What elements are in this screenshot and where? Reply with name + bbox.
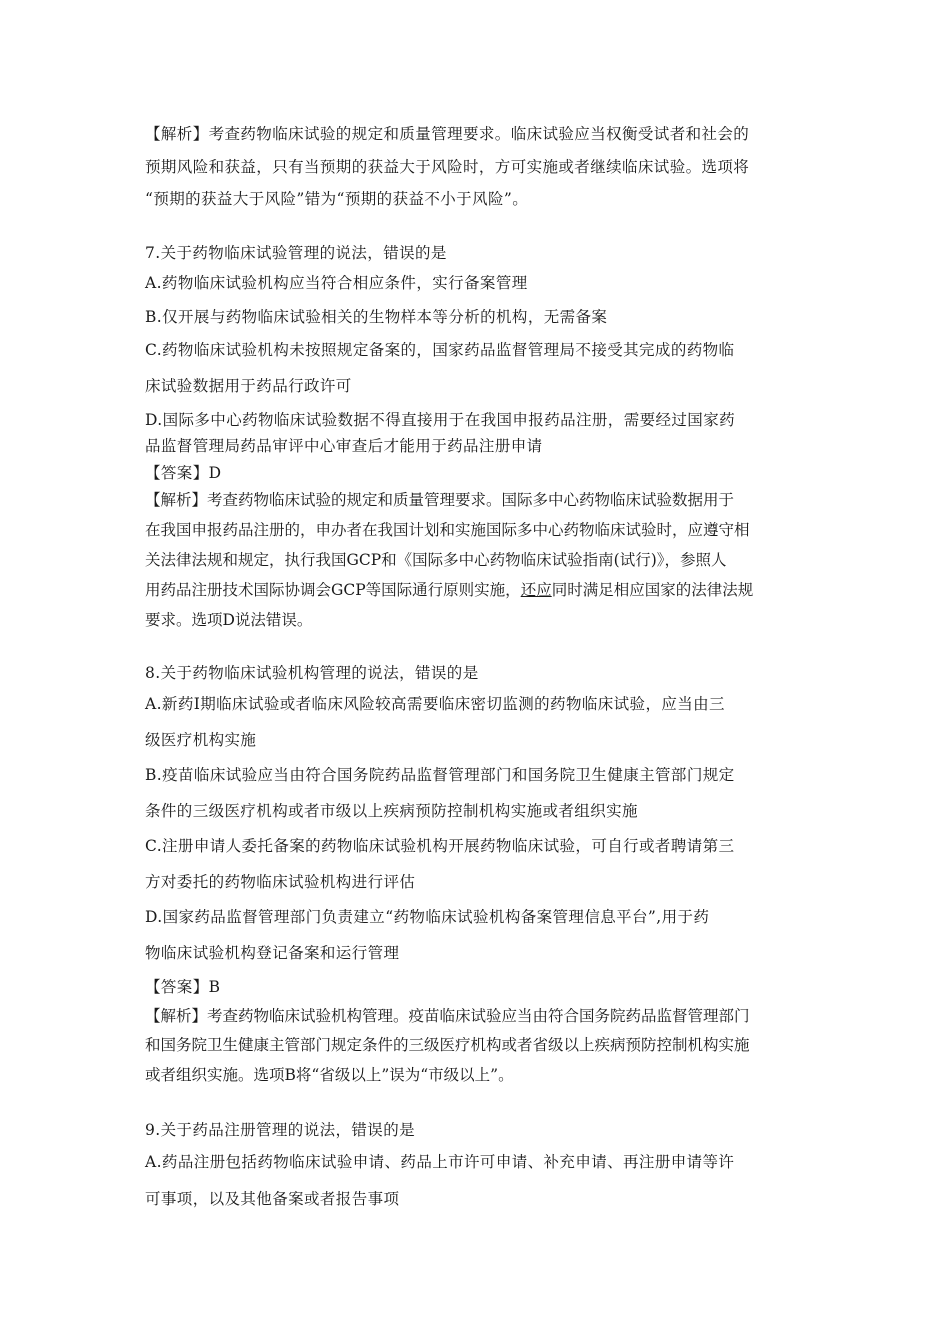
question-8-option-a: A.新药Ⅰ期临床试验或者临床风险较高需要临床密切监测的药物临床试验，应当由三 xyxy=(145,695,725,713)
question-7-explanation: 关法律法规和规定，执行我国GCP和《国际多中心药物临床试验指南(试行)》，参照人 xyxy=(145,551,727,569)
question-8-explanation: 【解析】考查药物临床试验机构管理。疫苗临床试验应当由符合国务院药品监督管理部门 xyxy=(145,1007,750,1025)
question-8-option-d-cont: 物临床试验机构登记备案和运行管理 xyxy=(145,944,400,962)
question-7-option-c: C.药物临床试验机构未按照规定备案的，国家药品监督管理局不接受其完成的药物临 xyxy=(145,341,735,359)
question-8-explanation: 或者组织实施。选项B将“省级以上”误为“市级以上”。 xyxy=(145,1066,514,1084)
question-9-option-a-cont: 可事项，以及其他备案或者报告事项 xyxy=(145,1190,400,1208)
question-7-stem: 7.关于药物临床试验管理的说法，错误的是 xyxy=(145,244,447,262)
question-7-explanation: 要求。选项D说法错误。 xyxy=(145,611,313,629)
question-7-answer: 【答案】D xyxy=(145,464,222,482)
explanation-line: 预期风险和获益，只有当预期的获益大于风险时，方可实施或者继续临床试验。选项将 xyxy=(145,158,750,176)
question-7-explanation: 【解析】考查药物临床试验的规定和质量管理要求。国际多中心药物临床试验数据用于 xyxy=(145,491,735,509)
question-8-option-c-cont: 方对委托的药物临床试验机构进行评估 xyxy=(145,873,416,891)
question-7-option-a: A.药物临床试验机构应当符合相应条件，实行备案管理 xyxy=(145,274,528,292)
question-8-option-d: D.国家药品监督管理部门负责建立“药物临床试验机构备案管理信息平台”,用于药 xyxy=(145,908,710,926)
question-7-explanation: 在我国申报药品注册的，申办者在我国计划和实施国际多中心药物临床试验时，应遵守相 xyxy=(145,521,750,539)
question-9-stem: 9.关于药品注册管理的说法，错误的是 xyxy=(145,1121,415,1139)
question-7-option-c-cont: 床试验数据用于药品行政许可 xyxy=(145,377,352,395)
question-8-option-b-cont: 条件的三级医疗机构或者市级以上疾病预防控制机构实施或者组织实施 xyxy=(145,802,638,820)
underlined-text: 还应 xyxy=(520,581,552,599)
question-8-answer: 【答案】B xyxy=(145,978,221,996)
question-8-option-a-cont: 级医疗机构实施 xyxy=(145,731,257,749)
question-8-explanation: 和国务院卫生健康主管部门规定条件的三级医疗机构或者省级以上疾病预防控制机构实施 xyxy=(145,1036,750,1054)
explanation-line: “预期的获益大于风险”错为“预期的获益不小于风险”。 xyxy=(145,190,529,208)
question-8-option-b: B.疫苗临床试验应当由符合国务院药品监督管理部门和国务院卫生健康主管部门规定 xyxy=(145,766,735,784)
explanation-text: 同时满足相应国家的法律法规 xyxy=(551,581,754,599)
question-8-option-c: C.注册申请人委托备案的药物临床试验机构开展药物临床试验，可自行或者聘请第三 xyxy=(145,837,735,855)
explanation-line: 【解析】考查药物临床试验的规定和质量管理要求。临床试验应当权衡受试者和社会的 xyxy=(145,125,750,143)
explanation-text: 用药品注册技术国际协调会GCP等国际通行原则实施， xyxy=(145,581,521,599)
question-8-stem: 8.关于药物临床试验机构管理的说法，错误的是 xyxy=(145,664,479,682)
question-7-option-b: B.仅开展与药物临床试验相关的生物样本等分析的机构，无需备案 xyxy=(145,308,608,326)
question-7-option-d-cont: 品监督管理局药品审评中心审查后才能用于药品注册申请 xyxy=(145,437,543,455)
question-7-option-d: D.国际多中心药物临床试验数据不得直接用于在我国申报药品注册，需要经过国家药 xyxy=(145,411,736,429)
question-9-option-a: A.药品注册包括药物临床试验申请、药品上市许可申请、补充申请、再注册申请等许 xyxy=(145,1153,735,1171)
question-7-explanation xyxy=(145,580,753,600)
